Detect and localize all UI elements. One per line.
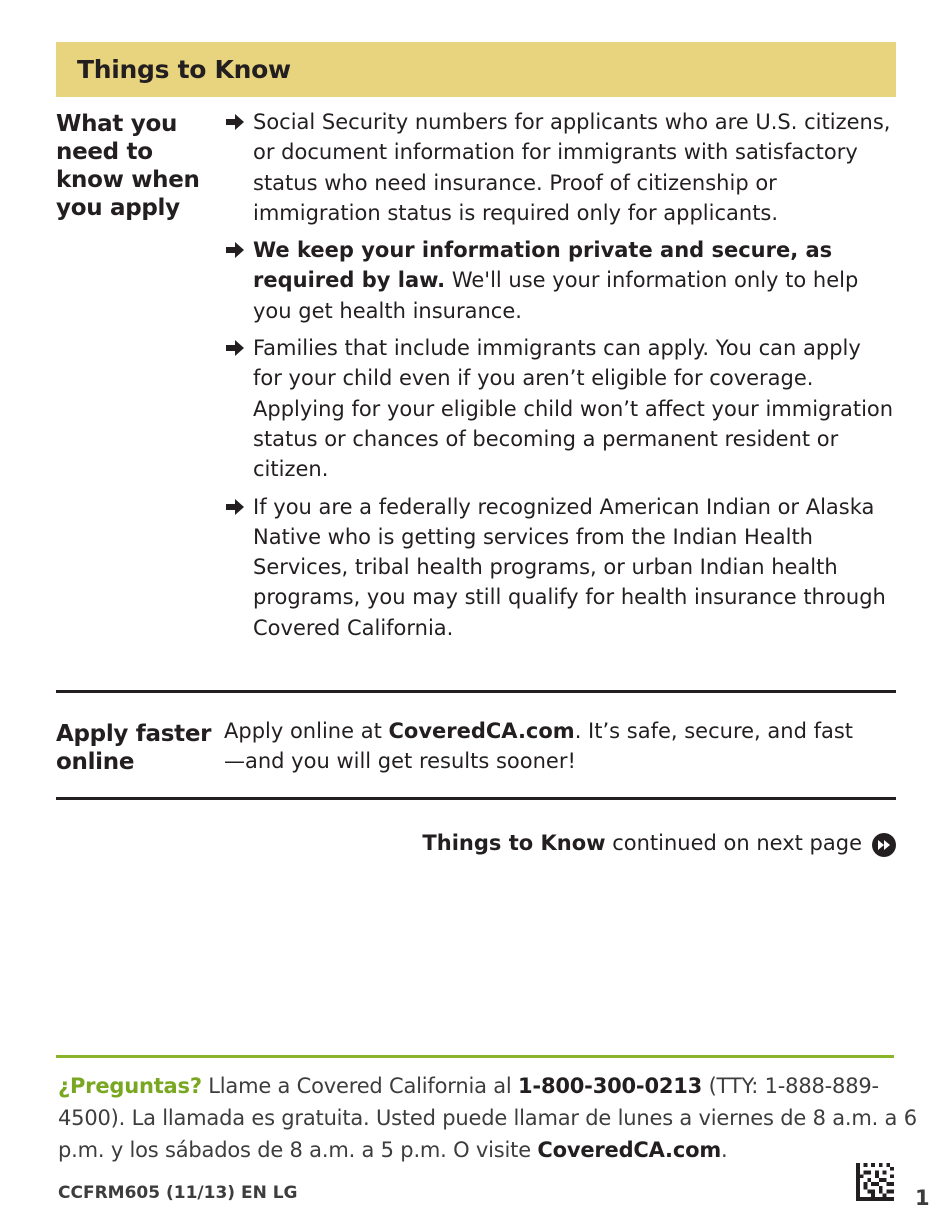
arrow-right-icon: [226, 340, 244, 356]
bullet-text: We'll use your information only to help you get health insurance.: [253, 268, 859, 323]
apply-online-suffix: . It’s safe, secure, and fast—and you will get results sooner!: [224, 719, 854, 773]
bullet-item: [224, 235, 896, 326]
bullet-text: Families that include immigrants can apply. You can apply for your child even if you aren’t eligible for coverage. Applying for your eligible child won’t affect your immigration status or chances of becoming a permanent resident or citizen.: [253, 336, 894, 482]
bullet-text: Social Security numbers for applicants who are U.S. citizens, or document information for immigrants with satisfactory status who need insurance. Proof of citizenship or immigration status is required only for applicants.: [253, 110, 891, 225]
footer-contact: [58, 1070, 918, 1166]
apply-online-label: Apply faster online: [56, 721, 212, 775]
bullet-item: [224, 333, 896, 484]
bullet-bold-text: We keep your information private and secure, as required by law.: [253, 238, 833, 293]
continued-bold: Things to Know: [422, 831, 606, 855]
section-header: [56, 42, 896, 97]
footer-text-2: (TTY: 1-888-889-4500). La llamada es gratuita. Usted puede llamar de lunes a viernes de 8 a.m. a 6 p.m. y los sábados de 8 a.m. a 5 p.m. O visite: [58, 1074, 917, 1162]
section-title: Things to Know: [77, 55, 291, 84]
covered-ca-link[interactable]: CoveredCA.com: [388, 719, 575, 743]
continued-note: [422, 828, 896, 858]
arrow-right-icon: [226, 114, 244, 130]
continued-text: continued on next page: [612, 831, 862, 855]
fast-forward-icon: [872, 833, 896, 857]
section-divider: [56, 797, 896, 800]
section-divider: [56, 690, 896, 693]
phone-number: 1-800-300-0213: [518, 1074, 703, 1098]
qr-code-icon: [856, 1163, 894, 1201]
arrow-right-icon: [226, 499, 244, 515]
apply-online-text: [224, 716, 864, 776]
bullet-item: [224, 492, 896, 643]
apply-info-label: What you need to know when you apply: [56, 111, 200, 221]
apply-info-bullet-list: [224, 107, 896, 650]
apply-online-prefix: Apply online at: [224, 719, 389, 743]
arrow-right-icon: [226, 242, 244, 258]
bullet-item: [224, 107, 896, 228]
bullet-text: If you are a federally recognized American Indian or Alaska Native who is getting services from the Indian Health Services, tribal health programs, or urban Indian health programs, you may still qualify for health insurance through Covered California.: [253, 494, 886, 640]
footer-text-1: Llame a Covered California al: [201, 1074, 519, 1098]
footer-divider: [56, 1055, 894, 1058]
footer-text-3: .: [721, 1138, 728, 1162]
footer-link[interactable]: CoveredCA.com: [537, 1138, 721, 1162]
preguntas-label: ¿Preguntas?: [58, 1074, 202, 1098]
form-code: CCFRM605 (11/13) EN LG: [58, 1183, 298, 1203]
page-number: 1: [915, 1186, 930, 1210]
